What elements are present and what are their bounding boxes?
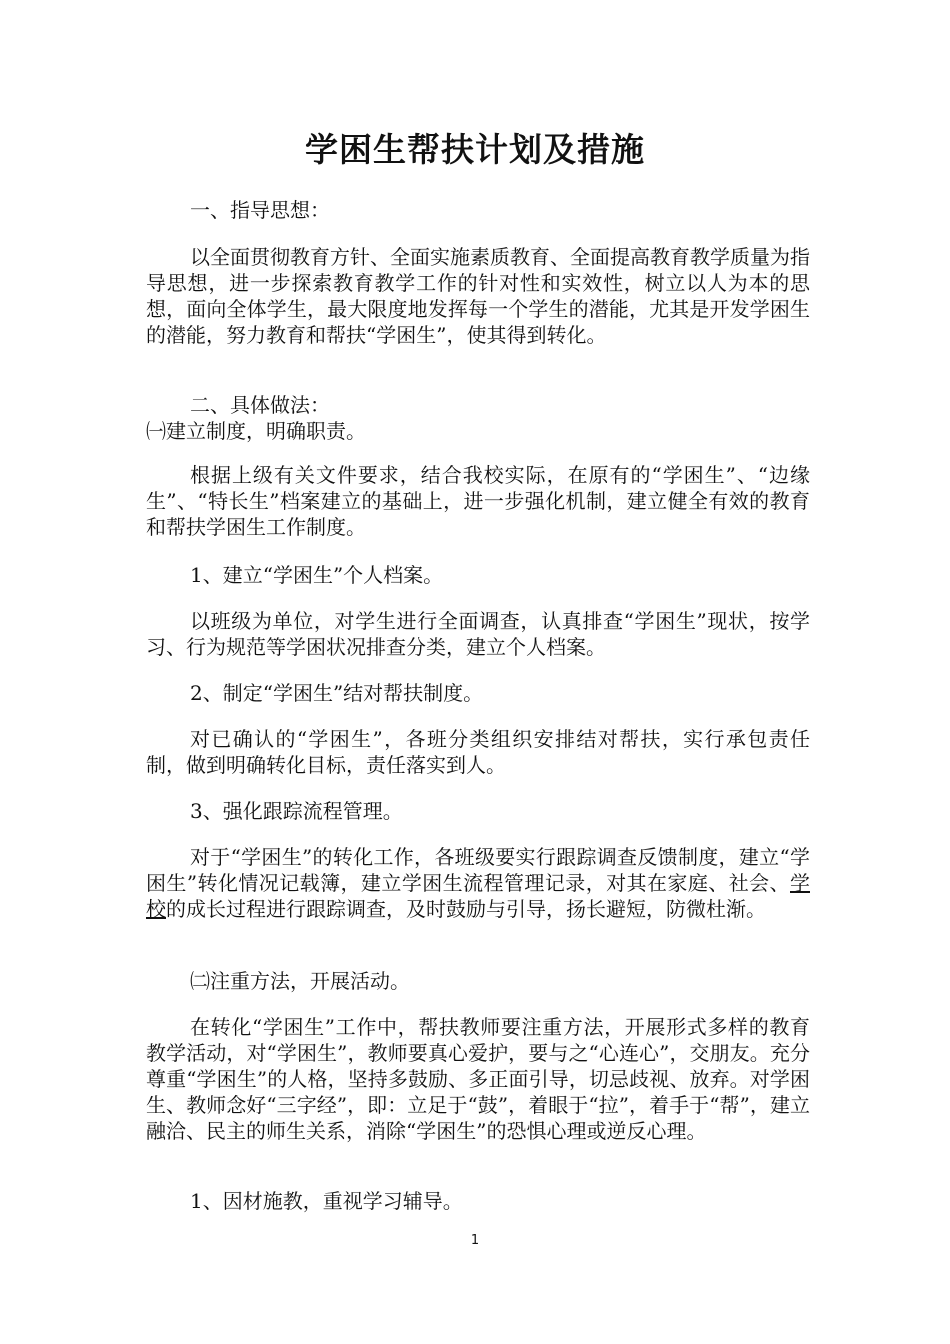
paragraph-tracking-management [146, 844, 810, 922]
subsection-heading-establish-system: ㈠建立制度，明确职责。 [146, 419, 366, 443]
paragraph-establish-system: 根据上级有关文件要求，结合我校实际，在原有的“学困生”、“边缘生”、“特长生”档案建立的基础上，进一步强化机制，建立健全有效的教育和帮扶学困生工作制度。 [146, 463, 810, 539]
item-heading-pairing-system: 2、制定“学困生”结对帮扶制度。 [190, 681, 484, 705]
paragraph-pairing-system: 对已确认的“学困生”，各班分类组织安排结对帮扶，实行承包责任制，做到明确转化目标，责任落实到人。 [146, 727, 810, 777]
item-heading-personal-files: 1、建立“学困生”个人档案。 [190, 563, 444, 587]
paragraph-methods-activities: 在转化“学困生”工作中，帮扶教师要注重方法，开展形式多样的教育教学活动，对“学困生”，教师要真心爱护，要与之“心连心”，交朋友。充分尊重“学困生”的人格，坚持多鼓励、多正面引导，切忌歧视、放弃。对学困生、教师念好“三字经”，即：立足于“鼓”，着眼于“拉”，着手于“帮”，建立融洽、民主的师生关系，消除“学困生”的恐惧心理或逆反心理。 [146, 1015, 810, 1143]
paragraph-text: 的成长过程进行跟踪调查，及时鼓励与引导，扬长避短，防微杜渐。 [166, 897, 766, 921]
page-number: 1 [470, 1233, 480, 1248]
school-link[interactable]: 学校 [146, 871, 810, 921]
item-heading-teaching-by-aptitude: 1、因材施教，重视学习辅导。 [190, 1189, 463, 1213]
paragraph-guiding-ideology: 以全面贯彻教育方针、全面实施素质教育、全面提高教育教学质量为指导思想，进一步探索教育教学工作的针对性和实效性，树立以人为本的思想，面向全体学生，最大限度地发挥每一个学生的潜能，尤其是开发学困生的潜能，努力教育和帮扶“学困生”，使其得到转化。 [146, 245, 810, 347]
document-title: 学困生帮扶计划及措施 [305, 130, 645, 169]
paragraph-personal-files: 以班级为单位，对学生进行全面调查，认真排查“学困生”现状，按学习、行为规范等学困状况排查分类，建立个人档案。 [146, 609, 810, 659]
section-heading-guiding-ideology: 一、指导思想： [190, 198, 330, 222]
item-heading-tracking-management: 3、强化跟踪流程管理。 [190, 799, 403, 823]
section-heading-specific-methods: 二、具体做法： [190, 393, 330, 417]
paragraph-text: 对于“学困生”的转化工作，各班级要实行跟踪调查反馈制度，建立“学困生”转化情况记载簿，建立学困生流程管理记录，对其在家庭、社会、 [146, 845, 810, 895]
subsection-heading-methods-activities: ㈡注重方法，开展活动。 [190, 969, 410, 993]
